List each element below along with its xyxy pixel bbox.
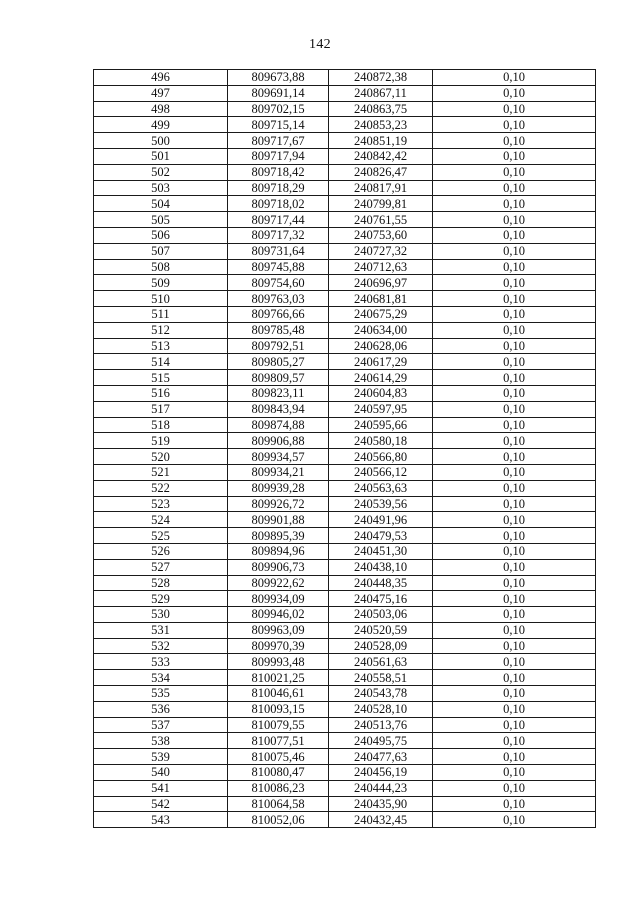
accuracy-cell: 0,10 [433,638,596,654]
point-number-cell: 538 [94,733,228,749]
x-coordinate-cell: 809934,21 [228,464,329,480]
accuracy-cell: 0,10 [433,306,596,322]
table-row [94,575,596,591]
x-coordinate-cell: 810093,15 [228,701,329,717]
table-row [94,749,596,765]
table-row [94,306,596,322]
point-number-cell: 540 [94,765,228,781]
table-row [94,259,596,275]
y-coordinate-cell: 240456,19 [329,765,433,781]
y-coordinate-cell: 240444,23 [329,780,433,796]
x-coordinate-cell: 809718,42 [228,164,329,180]
table-row [94,275,596,291]
x-coordinate-cell: 809922,62 [228,575,329,591]
point-number-cell: 534 [94,670,228,686]
y-coordinate-cell: 240727,32 [329,243,433,259]
x-coordinate-cell: 809939,28 [228,480,329,496]
accuracy-cell: 0,10 [433,370,596,386]
point-number-cell: 516 [94,385,228,401]
table-row [94,227,596,243]
accuracy-cell: 0,10 [433,780,596,796]
y-coordinate-cell: 240528,09 [329,638,433,654]
x-coordinate-cell: 809894,96 [228,543,329,559]
accuracy-cell: 0,10 [433,433,596,449]
y-coordinate-cell: 240817,91 [329,180,433,196]
accuracy-cell: 0,10 [433,417,596,433]
y-coordinate-cell: 240614,29 [329,370,433,386]
accuracy-cell: 0,10 [433,622,596,638]
table-row [94,607,596,623]
y-coordinate-cell: 240438,10 [329,559,433,575]
accuracy-cell: 0,10 [433,212,596,228]
point-number-cell: 518 [94,417,228,433]
accuracy-cell: 0,10 [433,496,596,512]
y-coordinate-cell: 240558,51 [329,670,433,686]
table-row [94,338,596,354]
accuracy-cell: 0,10 [433,291,596,307]
y-coordinate-cell: 240539,56 [329,496,433,512]
y-coordinate-cell: 240761,55 [329,212,433,228]
accuracy-cell: 0,10 [433,591,596,607]
table-row [94,433,596,449]
x-coordinate-cell: 810046,61 [228,686,329,702]
y-coordinate-cell: 240563,63 [329,480,433,496]
accuracy-cell: 0,10 [433,528,596,544]
x-coordinate-cell: 810021,25 [228,670,329,686]
accuracy-cell: 0,10 [433,575,596,591]
accuracy-cell: 0,10 [433,480,596,496]
point-number-cell: 522 [94,480,228,496]
point-number-cell: 512 [94,322,228,338]
point-number-cell: 527 [94,559,228,575]
accuracy-cell: 0,10 [433,401,596,417]
x-coordinate-cell: 810079,55 [228,717,329,733]
point-number-cell: 510 [94,291,228,307]
accuracy-cell: 0,10 [433,180,596,196]
accuracy-cell: 0,10 [433,654,596,670]
y-coordinate-cell: 240675,29 [329,306,433,322]
table-row [94,622,596,638]
accuracy-cell: 0,10 [433,812,596,828]
table-row [94,180,596,196]
y-coordinate-cell: 240696,97 [329,275,433,291]
table-row [94,370,596,386]
accuracy-cell: 0,10 [433,385,596,401]
y-coordinate-cell: 240872,38 [329,70,433,86]
table-row [94,401,596,417]
point-number-cell: 530 [94,607,228,623]
x-coordinate-cell: 809809,57 [228,370,329,386]
table-row [94,765,596,781]
accuracy-cell: 0,10 [433,670,596,686]
point-number-cell: 533 [94,654,228,670]
table-row [94,480,596,496]
x-coordinate-cell: 809702,15 [228,101,329,117]
point-number-cell: 543 [94,812,228,828]
x-coordinate-cell: 809934,57 [228,449,329,465]
table-row [94,796,596,812]
x-coordinate-cell: 809766,66 [228,306,329,322]
table-row [94,385,596,401]
accuracy-cell: 0,10 [433,70,596,86]
point-number-cell: 496 [94,70,228,86]
table-row [94,717,596,733]
accuracy-cell: 0,10 [433,796,596,812]
x-coordinate-cell: 809970,39 [228,638,329,654]
point-number-cell: 511 [94,306,228,322]
table-row [94,812,596,828]
table-row [94,148,596,164]
table-row [94,212,596,228]
point-number-cell: 514 [94,354,228,370]
y-coordinate-cell: 240528,10 [329,701,433,717]
accuracy-cell: 0,10 [433,607,596,623]
x-coordinate-cell: 809785,48 [228,322,329,338]
y-coordinate-cell: 240753,60 [329,227,433,243]
x-coordinate-cell: 809874,88 [228,417,329,433]
x-coordinate-cell: 809823,11 [228,385,329,401]
table-row [94,291,596,307]
x-coordinate-cell: 810075,46 [228,749,329,765]
accuracy-cell: 0,10 [433,133,596,149]
y-coordinate-cell: 240495,75 [329,733,433,749]
point-number-cell: 504 [94,196,228,212]
point-number-cell: 541 [94,780,228,796]
accuracy-cell: 0,10 [433,512,596,528]
table-row [94,670,596,686]
x-coordinate-cell: 809718,02 [228,196,329,212]
point-number-cell: 526 [94,543,228,559]
y-coordinate-cell: 240634,00 [329,322,433,338]
point-number-cell: 508 [94,259,228,275]
point-number-cell: 517 [94,401,228,417]
point-number-cell: 497 [94,85,228,101]
x-coordinate-cell: 809718,29 [228,180,329,196]
accuracy-cell: 0,10 [433,243,596,259]
accuracy-cell: 0,10 [433,275,596,291]
x-coordinate-cell: 809926,72 [228,496,329,512]
table-row [94,512,596,528]
point-number-cell: 505 [94,212,228,228]
y-coordinate-cell: 240826,47 [329,164,433,180]
point-number-cell: 531 [94,622,228,638]
x-coordinate-cell: 809717,67 [228,133,329,149]
accuracy-cell: 0,10 [433,765,596,781]
accuracy-cell: 0,10 [433,196,596,212]
x-coordinate-cell: 809731,64 [228,243,329,259]
point-number-cell: 535 [94,686,228,702]
x-coordinate-cell: 809805,27 [228,354,329,370]
y-coordinate-cell: 240595,66 [329,417,433,433]
accuracy-cell: 0,10 [433,543,596,559]
x-coordinate-cell: 809901,88 [228,512,329,528]
accuracy-cell: 0,10 [433,259,596,275]
accuracy-cell: 0,10 [433,85,596,101]
y-coordinate-cell: 240867,11 [329,85,433,101]
x-coordinate-cell: 809963,09 [228,622,329,638]
y-coordinate-cell: 240851,19 [329,133,433,149]
table-row [94,733,596,749]
coordinates-table-body [94,70,596,828]
point-number-cell: 509 [94,275,228,291]
accuracy-cell: 0,10 [433,164,596,180]
y-coordinate-cell: 240617,29 [329,354,433,370]
x-coordinate-cell: 809934,09 [228,591,329,607]
x-coordinate-cell: 810080,47 [228,765,329,781]
accuracy-cell: 0,10 [433,701,596,717]
table-row [94,85,596,101]
x-coordinate-cell: 809717,94 [228,148,329,164]
point-number-cell: 519 [94,433,228,449]
x-coordinate-cell: 809717,32 [228,227,329,243]
point-number-cell: 537 [94,717,228,733]
table-row [94,464,596,480]
x-coordinate-cell: 809763,03 [228,291,329,307]
y-coordinate-cell: 240503,06 [329,607,433,623]
y-coordinate-cell: 240479,53 [329,528,433,544]
accuracy-cell: 0,10 [433,733,596,749]
y-coordinate-cell: 240448,35 [329,575,433,591]
point-number-cell: 521 [94,464,228,480]
point-number-cell: 499 [94,117,228,133]
accuracy-cell: 0,10 [433,354,596,370]
table-row [94,101,596,117]
point-number-cell: 524 [94,512,228,528]
y-coordinate-cell: 240520,59 [329,622,433,638]
y-coordinate-cell: 240853,23 [329,117,433,133]
x-coordinate-cell: 810086,23 [228,780,329,796]
table-row [94,780,596,796]
x-coordinate-cell: 809745,88 [228,259,329,275]
point-number-cell: 523 [94,496,228,512]
table-row [94,133,596,149]
y-coordinate-cell: 240451,30 [329,543,433,559]
x-coordinate-cell: 809792,51 [228,338,329,354]
point-number-cell: 503 [94,180,228,196]
point-number-cell: 502 [94,164,228,180]
table-row [94,354,596,370]
table-row [94,559,596,575]
table-row [94,164,596,180]
x-coordinate-cell: 809691,14 [228,85,329,101]
y-coordinate-cell: 240842,42 [329,148,433,164]
x-coordinate-cell: 809906,88 [228,433,329,449]
x-coordinate-cell: 810052,06 [228,812,329,828]
coordinates-table [93,69,596,828]
accuracy-cell: 0,10 [433,322,596,338]
point-number-cell: 498 [94,101,228,117]
y-coordinate-cell: 240566,80 [329,449,433,465]
table-row [94,196,596,212]
accuracy-cell: 0,10 [433,449,596,465]
point-number-cell: 539 [94,749,228,765]
accuracy-cell: 0,10 [433,338,596,354]
y-coordinate-cell: 240681,81 [329,291,433,307]
accuracy-cell: 0,10 [433,227,596,243]
table-row [94,322,596,338]
accuracy-cell: 0,10 [433,148,596,164]
x-coordinate-cell: 809843,94 [228,401,329,417]
x-coordinate-cell: 809895,39 [228,528,329,544]
table-row [94,70,596,86]
point-number-cell: 501 [94,148,228,164]
y-coordinate-cell: 240566,12 [329,464,433,480]
accuracy-cell: 0,10 [433,717,596,733]
x-coordinate-cell: 809715,14 [228,117,329,133]
y-coordinate-cell: 240513,76 [329,717,433,733]
y-coordinate-cell: 240475,16 [329,591,433,607]
accuracy-cell: 0,10 [433,117,596,133]
y-coordinate-cell: 240580,18 [329,433,433,449]
accuracy-cell: 0,10 [433,749,596,765]
table-row [94,417,596,433]
table-row [94,528,596,544]
y-coordinate-cell: 240628,06 [329,338,433,354]
x-coordinate-cell: 809717,44 [228,212,329,228]
point-number-cell: 536 [94,701,228,717]
table-row [94,701,596,717]
accuracy-cell: 0,10 [433,559,596,575]
point-number-cell: 542 [94,796,228,812]
y-coordinate-cell: 240712,63 [329,259,433,275]
point-number-cell: 532 [94,638,228,654]
y-coordinate-cell: 240491,96 [329,512,433,528]
point-number-cell: 506 [94,227,228,243]
table-row [94,591,596,607]
point-number-cell: 529 [94,591,228,607]
point-number-cell: 525 [94,528,228,544]
point-number-cell: 507 [94,243,228,259]
table-row [94,449,596,465]
accuracy-cell: 0,10 [433,464,596,480]
point-number-cell: 520 [94,449,228,465]
y-coordinate-cell: 240543,78 [329,686,433,702]
x-coordinate-cell: 810064,58 [228,796,329,812]
table-row [94,117,596,133]
y-coordinate-cell: 240597,95 [329,401,433,417]
table-row [94,243,596,259]
page-number: 142 [309,37,331,52]
y-coordinate-cell: 240432,45 [329,812,433,828]
y-coordinate-cell: 240863,75 [329,101,433,117]
x-coordinate-cell: 809946,02 [228,607,329,623]
y-coordinate-cell: 240477,63 [329,749,433,765]
point-number-cell: 528 [94,575,228,591]
table-row [94,496,596,512]
x-coordinate-cell: 810077,51 [228,733,329,749]
y-coordinate-cell: 240799,81 [329,196,433,212]
point-number-cell: 500 [94,133,228,149]
point-number-cell: 515 [94,370,228,386]
accuracy-cell: 0,10 [433,686,596,702]
table-row [94,543,596,559]
accuracy-cell: 0,10 [433,101,596,117]
y-coordinate-cell: 240561,63 [329,654,433,670]
table-row [94,686,596,702]
x-coordinate-cell: 809906,73 [228,559,329,575]
y-coordinate-cell: 240604,83 [329,385,433,401]
x-coordinate-cell: 809993,48 [228,654,329,670]
x-coordinate-cell: 809754,60 [228,275,329,291]
point-number-cell: 513 [94,338,228,354]
table-row [94,654,596,670]
table-row [94,638,596,654]
x-coordinate-cell: 809673,88 [228,70,329,86]
y-coordinate-cell: 240435,90 [329,796,433,812]
